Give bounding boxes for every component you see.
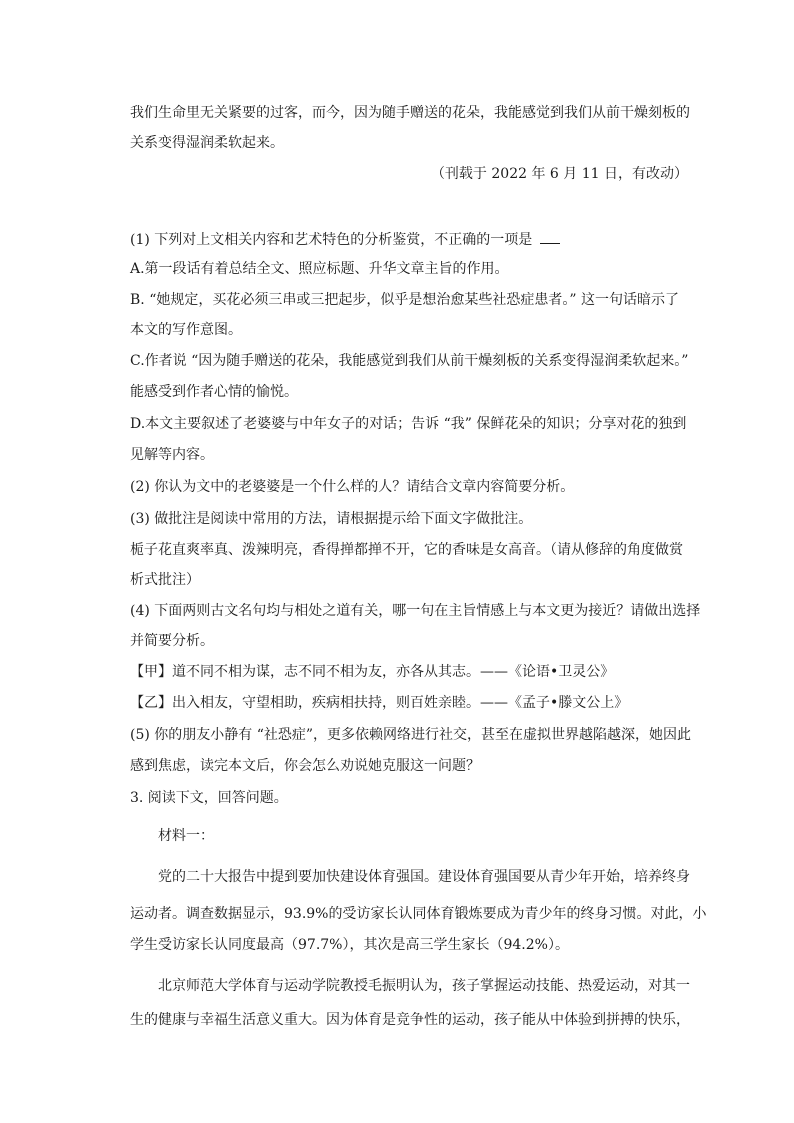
passage-end-line-2: 关系变得湿润柔软起来。 bbox=[130, 135, 284, 151]
quote-jia: 【甲】道不同不相为谋，志不同不相为友，亦各从其志。——《论语•卫灵公》 bbox=[130, 664, 615, 680]
answer-blank[interactable] bbox=[540, 229, 560, 244]
material-1-p1-line-2: 运动者。调查数据显示，93.9%的受访家长认同体育锻炼要成为青少年的终身习惯。对此，小 bbox=[130, 906, 707, 922]
material-1-p2-line-2: 生的健康与幸福生活意义重大。因为体育是竞争性的运动，孩子能从中体验到拼搏的快乐， bbox=[130, 1012, 690, 1028]
option-b-line-2: 本文的写作意图。 bbox=[130, 322, 242, 338]
material-1-p2-line-1: 北京师范大学体育与运动学院教授毛振明认为，孩子掌握运动技能、热爱运动，对其一 bbox=[158, 978, 690, 994]
material-1-p1-line-3: 学生受访家长认同度最高（97.7%），其次是高三学生家长（94.2%）。 bbox=[130, 937, 569, 953]
option-d-line-1: D.本文主要叙述了老婆婆与中年女子的对话；告诉 “我” 保鲜花朵的知识；分享对花的独到 bbox=[130, 416, 687, 432]
question-5-line-1: (5) 你的朋友小静有 “社恐症”，更多依赖网络进行社交，甚至在虚拟世界越陷越深，她因此 bbox=[130, 727, 692, 743]
quote-yi: 【乙】出入相友，守望相助，疾病相扶持，则百姓亲睦。——《孟子•滕文公上》 bbox=[130, 695, 629, 711]
question-1-stem bbox=[130, 229, 690, 250]
option-b-line-1: B. “她规定，买花必须三串或三把起步，似乎是想治愈某些社恐症患者。” 这一句话暗示了 bbox=[130, 292, 679, 308]
passage-end-line-1: 我们生命里无关紧要的过客，而今，因为随手赠送的花朵，我能感觉到我们从前干燥刻板的 bbox=[130, 105, 690, 121]
question-4-stem-line-2: 并简要分析。 bbox=[130, 633, 214, 649]
question-3-text-line-1: 栀子花直爽率真、泼辣明亮，香得掸都掸不开，它的香味是女高音。（请从修辞的角度做赏 bbox=[130, 542, 683, 558]
question-3-stem: (3) 做批注是阅读中常用的方法，请根据提示给下面文字做批注。 bbox=[130, 511, 533, 527]
option-d-line-2: 见解等内容。 bbox=[130, 447, 214, 463]
section-3-title: 3. 阅读下文，回答问题。 bbox=[130, 790, 288, 806]
material-1-label: 材料一： bbox=[158, 828, 214, 844]
question-4-stem-line-1: (4) 下面两则古文名句均与相处之道有关，哪一句在主旨情感上与本文更为接近？请做出选择 bbox=[130, 603, 701, 619]
question-5-line-2: 感到焦虑，读完本文后，你会怎么劝说她克服这一问题？ bbox=[130, 758, 480, 774]
question-3-text-line-2: 析式批注） bbox=[130, 572, 200, 588]
option-a: A.第一段话有着总结全文、照应标题、升华文章主旨的作用。 bbox=[130, 261, 509, 277]
passage-source: （刊载于 2022 年 6 月 11 日，有改动） bbox=[430, 166, 688, 182]
question-1-stem-text: (1) 下列对上文相关内容和艺术特色的分析鉴赏，不正确的一项是 bbox=[130, 232, 533, 248]
question-2: (2) 你认为文中的老婆婆是一个什么样的人？请结合文章内容简要分析。 bbox=[130, 479, 575, 495]
material-1-p1-line-1: 党的二十大报告中提到要加快建设体育强国。建设体育强国要从青少年开始，培养终身 bbox=[158, 869, 690, 885]
option-c-line-1: C.作者说 “因为随手赠送的花朵，我能感觉到我们从前干燥刻板的关系变得湿润柔软起来。” bbox=[130, 353, 689, 369]
option-c-line-2: 能感受到作者心情的愉悦。 bbox=[130, 384, 298, 400]
